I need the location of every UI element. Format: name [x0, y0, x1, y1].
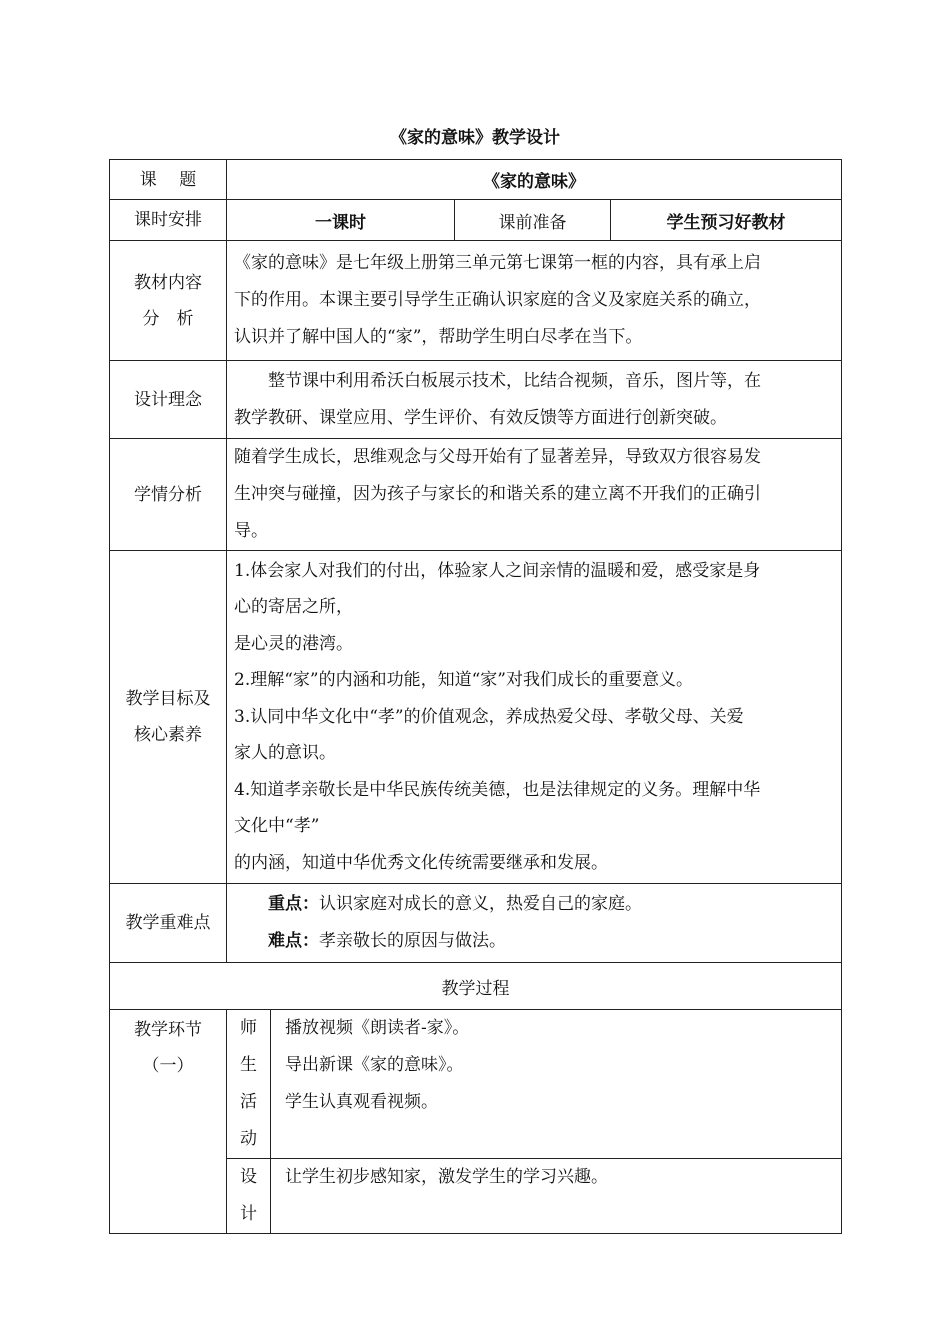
activity-char: 生: [240, 1055, 257, 1075]
analysis-line: 认识并了解中国人的“家”，帮助学生明白尽孝在当下。: [234, 327, 643, 347]
design-char: 设: [240, 1167, 257, 1187]
students-line: 随着学生成长，思维观念与父母开始有了显著差异，导致双方很容易发: [234, 447, 761, 467]
concept-label: 设计理念: [110, 361, 227, 439]
activity-label: [227, 1010, 271, 1159]
prep-label: 课前准备: [455, 200, 611, 241]
stage1-label: [110, 1010, 227, 1234]
schedule-value: 一课时: [227, 200, 455, 241]
topic-value: 《家的意味》: [227, 160, 842, 200]
process-row: [110, 963, 842, 1010]
difficult-point-label: 难点：: [268, 931, 319, 951]
students-row: [110, 439, 842, 551]
analysis-line: 下的作用。本课主要引导学生正确认识家庭的含义及家庭关系的确立，: [234, 290, 761, 310]
concept-line: 教学教研、课堂应用、学生评价、有效反馈等方面进行创新突破。: [234, 407, 727, 428]
activity-content: [271, 1010, 842, 1159]
design-char: 计: [240, 1204, 257, 1224]
design-content: [271, 1159, 842, 1234]
goals-content: [227, 551, 842, 884]
goals-line: 心的寄居之所，: [234, 597, 353, 618]
analysis-label-line-2: 分 析: [142, 308, 194, 329]
topic-row: [110, 160, 842, 200]
keypoints-label: 教学重难点: [110, 884, 227, 963]
stage1-activity-row: [110, 1010, 842, 1159]
activity-line: 导出新课《家的意味》。: [285, 1055, 464, 1075]
students-content: [227, 439, 842, 551]
design-label: [227, 1159, 271, 1234]
goals-line: 2.理解“家”的内涵和功能，知道“家”对我们成长的重要意义。: [234, 670, 693, 691]
goals-line: 是心灵的港湾。: [234, 633, 353, 654]
activity-line: 播放视频《朗读者-家》。: [285, 1018, 470, 1038]
lesson-plan-table: [109, 159, 842, 1234]
keypoints-row: [110, 884, 842, 963]
goals-line: 4.知道孝亲敬长是中华民族传统美德，也是法律规定的义务。理解中华: [234, 779, 761, 800]
students-label: 学情分析: [110, 439, 227, 551]
students-line: 导。: [234, 521, 268, 541]
goals-line: 的内涵，知道中华优秀文化传统需要继承和发展。: [234, 852, 608, 873]
activity-char: 活: [240, 1092, 257, 1112]
keypoints-content: [227, 884, 842, 963]
concept-line: 整节课中利用希沃白板展示技术，比结合视频，音乐，图片等，在: [268, 370, 761, 391]
goals-row: [110, 551, 842, 884]
key-point-line: [234, 886, 834, 923]
stage1-label-line-1: 教学环节: [134, 1020, 202, 1040]
goals-line: 1.体会家人对我们的付出，体验家人之间亲情的温暖和爱，感受家是身: [234, 560, 761, 581]
analysis-row: [110, 241, 842, 361]
goals-line: 家人的意识。: [234, 743, 336, 764]
analysis-line: 《家的意味》是七年级上册第三单元第七课第一框的内容，具有承上启: [234, 253, 761, 273]
difficult-point-line: [234, 923, 834, 960]
goals-label-line-2: 核心素养: [134, 725, 202, 745]
students-line: 生冲突与碰撞，因为孩子与家长的和谐关系的建立离不开我们的正确引: [234, 484, 761, 504]
stage1-label-line-2: （一）: [142, 1056, 194, 1076]
difficult-point-text: 孝亲敬长的原因与做法。: [319, 931, 506, 951]
process-heading: 教学过程: [110, 963, 842, 1010]
key-point-label: 重点：: [268, 894, 319, 914]
document-title: 《家的意味》教学设计: [390, 128, 560, 148]
activity-char: 师: [240, 1018, 257, 1038]
analysis-content: [227, 241, 842, 361]
schedule-label: 课时安排: [110, 200, 227, 241]
goals-label: [110, 551, 227, 884]
activity-line: 学生认真观看视频。: [285, 1092, 438, 1112]
key-point-text: 认识家庭对成长的意义，热爱自己的家庭。: [319, 894, 642, 914]
concept-row: [110, 361, 842, 439]
design-line: 让学生初步感知家，激发学生的学习兴趣。: [285, 1167, 608, 1187]
goals-label-line-1: 教学目标及: [125, 689, 211, 709]
goals-line: 文化中“孝”: [234, 816, 320, 837]
activity-char: 动: [240, 1129, 257, 1149]
analysis-label-line-1: 教材内容: [134, 272, 202, 293]
topic-label: 课 题: [110, 160, 227, 200]
goals-line: 3.认同中华文化中“孝”的价值观念，养成热爱父母、孝敬父母、关爱: [234, 706, 744, 727]
schedule-row: [110, 200, 842, 241]
concept-content: [227, 361, 842, 439]
analysis-label: [110, 241, 227, 361]
prep-value: 学生预习好教材: [611, 200, 842, 241]
